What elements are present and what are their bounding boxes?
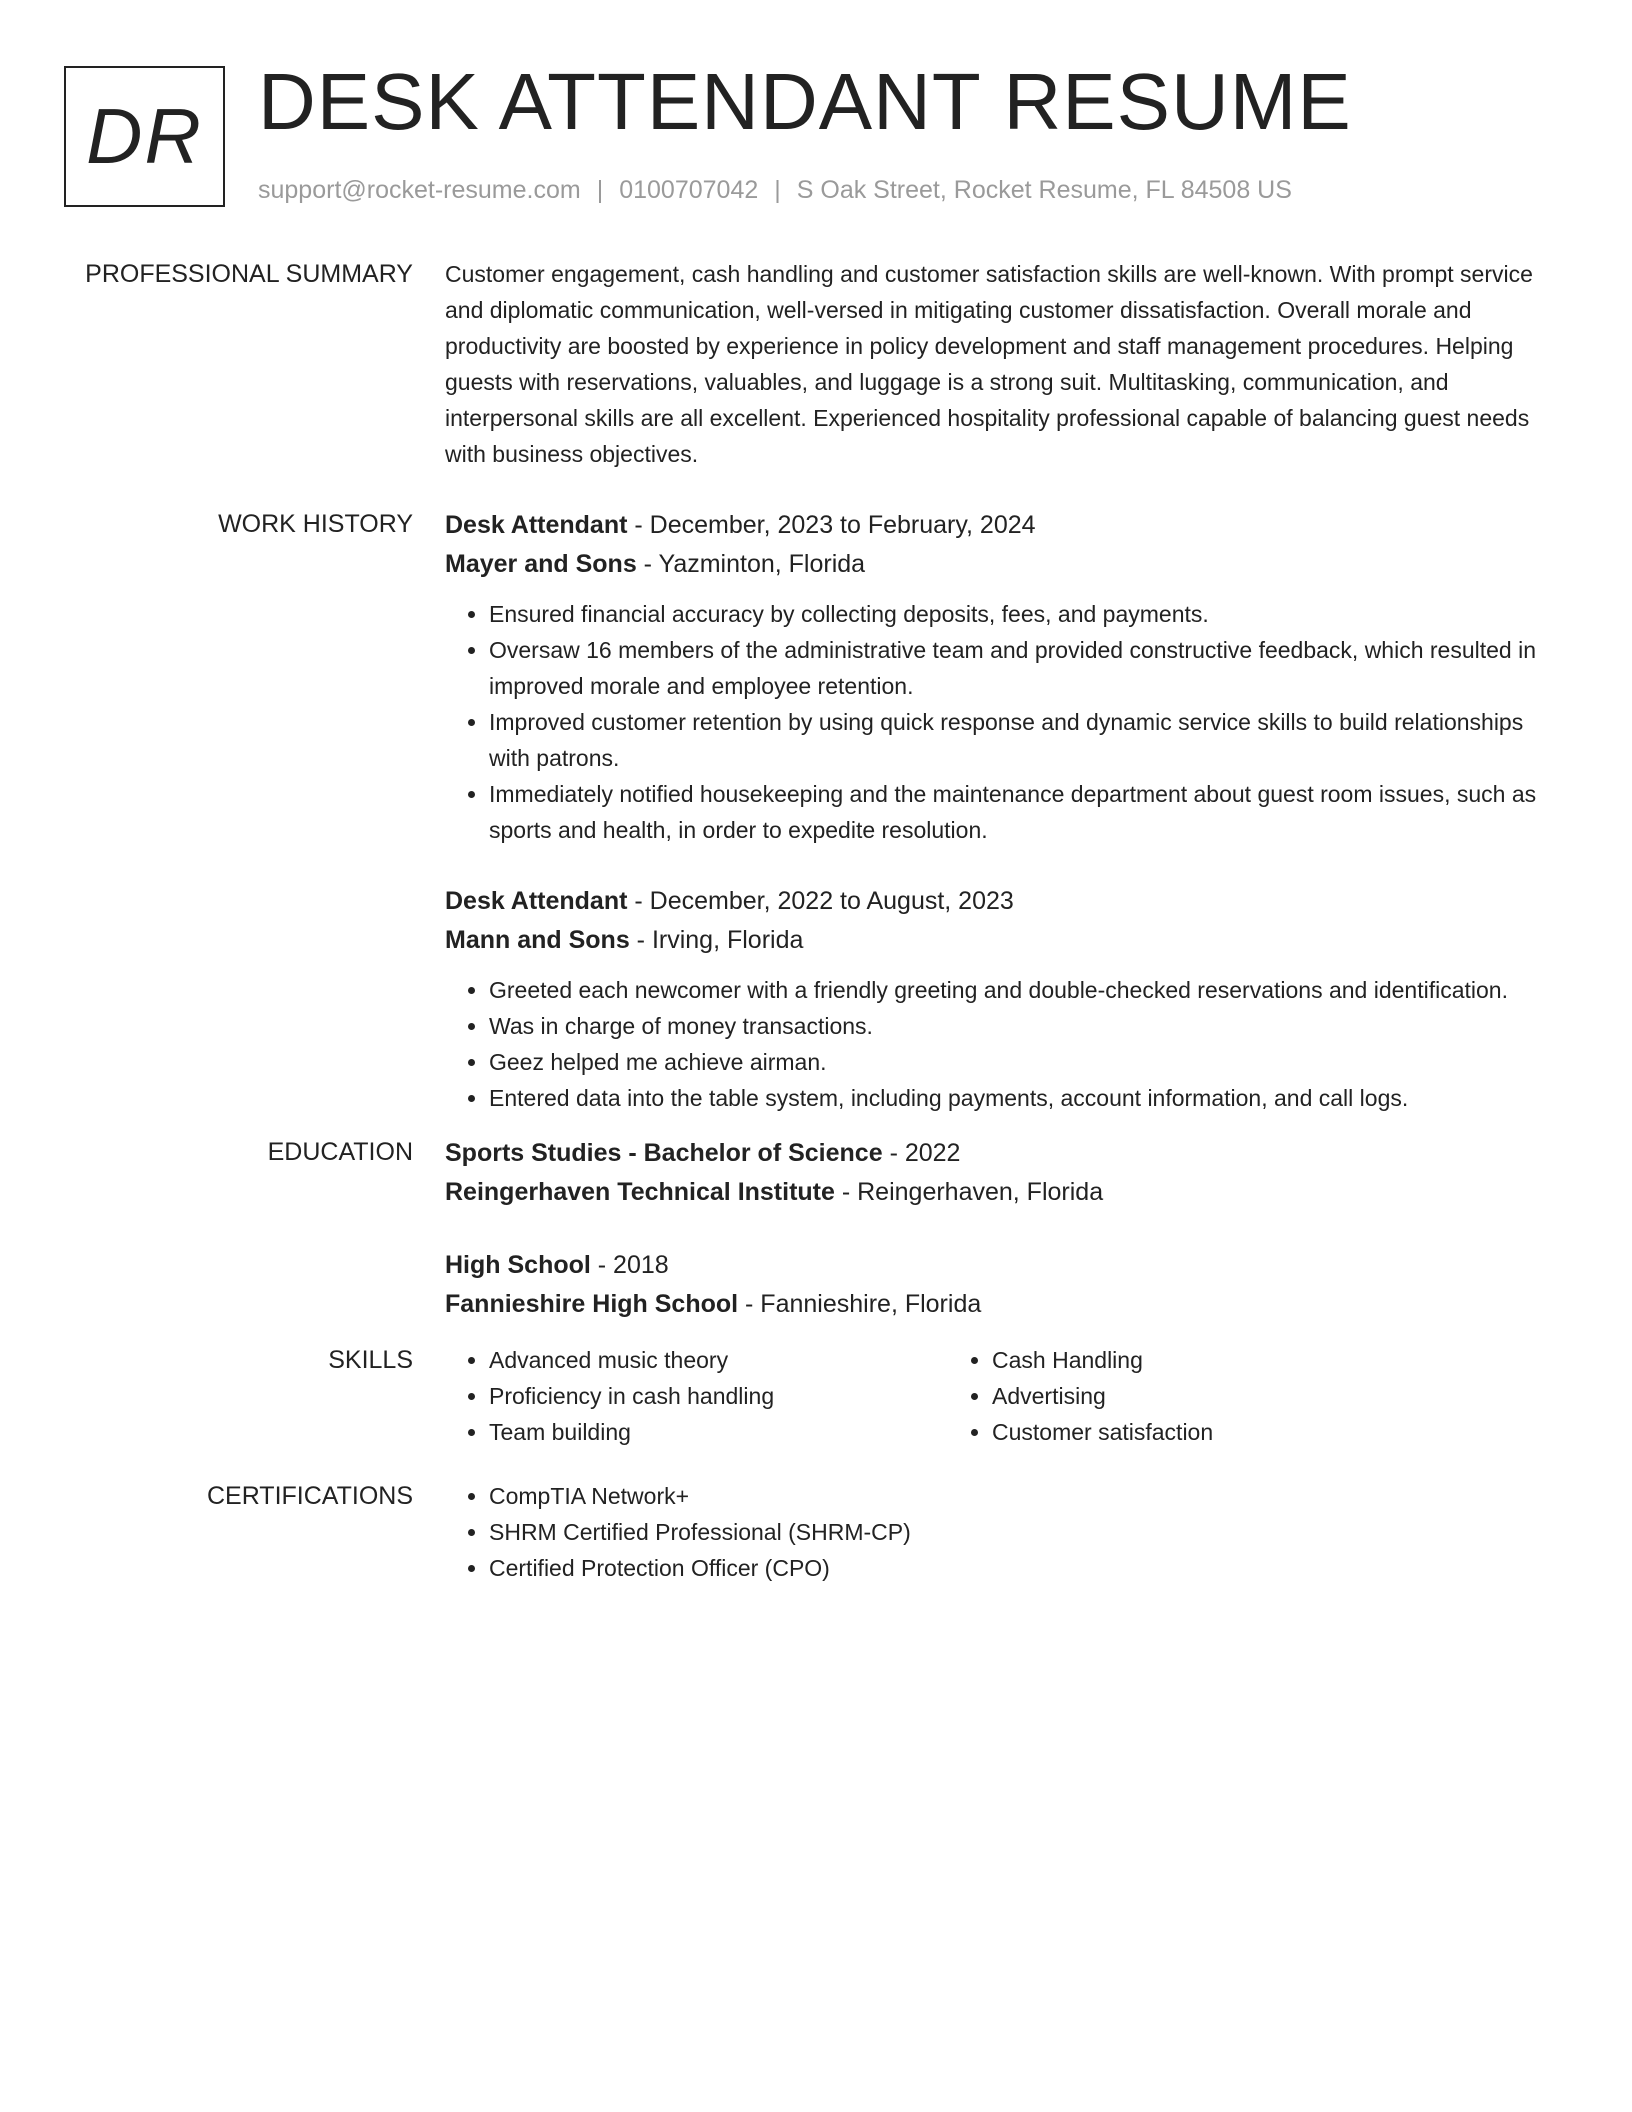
job-location: - Yazminton, Florida xyxy=(636,550,866,578)
section-education xyxy=(0,1134,1632,1324)
section-label: PROFESSIONAL SUMMARY xyxy=(85,260,413,288)
list-item: • Was in charge of money transactions. xyxy=(489,1008,1560,1044)
list-item: • Geez helped me achieve airman. xyxy=(489,1044,1560,1080)
education-year: - 2018 xyxy=(590,1251,669,1279)
skill-item: • Advanced music theory xyxy=(489,1342,948,1378)
job-title-line xyxy=(445,506,1560,545)
contact-phone[interactable]: 0100707042 xyxy=(619,176,759,204)
section-body xyxy=(445,1134,1560,1324)
contact-address: S Oak Street, Rocket Resume, FL 84508 US xyxy=(796,176,1292,204)
list-item: • Immediately notified housekeeping and the maintenance department about guest room issues, such as sports and health, in order to expedite resolution. xyxy=(489,776,1560,848)
contact-separator: | xyxy=(596,176,604,204)
skill-item: • Team building xyxy=(489,1414,948,1450)
job-bullets xyxy=(445,596,1560,848)
skill-item: • Cash Handling xyxy=(992,1342,1451,1378)
job-company: Mayer and Sons xyxy=(445,550,637,578)
section-body xyxy=(445,1342,1560,1450)
certification-item: • CompTIA Network+ xyxy=(489,1478,1560,1514)
job-entry xyxy=(445,882,1560,1116)
job-entry xyxy=(445,506,1560,848)
contact-email[interactable]: support@rocket-resume.com xyxy=(258,176,581,204)
job-company: Mann and Sons xyxy=(445,926,630,954)
list-item: • Greeted each newcomer with a friendly greeting and double-checked reservations and identification. xyxy=(489,972,1560,1008)
section-label: CERTIFICATIONS xyxy=(206,1482,413,1510)
section-body xyxy=(445,506,1560,1116)
education-school-line xyxy=(445,1285,1560,1324)
certifications-list xyxy=(445,1478,1560,1586)
skills-column-right xyxy=(948,1342,1451,1450)
list-item: • Oversaw 16 members of the administrative team and provided constructive feedback, which resulted in improved morale and employee retention. xyxy=(489,632,1560,704)
summary-text: Customer engagement, cash handling and customer satisfaction skills are well-known. With prompt service and diplomatic communication, well-versed in mitigating customer dissatisfaction. Overall morale and productivity are boosted by experience in policy development and staff management procedures. Helping guests with reservations, valuables, and luggage is a strong suit. Multitasking, communication, and interpersonal skills are all excellent. Experienced hospitality professional capable of balancing guest needs with business objectives. xyxy=(445,261,1533,467)
education-location: - Reingerhaven, Florida xyxy=(834,1178,1104,1206)
education-degree-line xyxy=(445,1134,1560,1173)
section-label: EDUCATION xyxy=(267,1138,413,1166)
job-company-line xyxy=(445,921,1560,960)
job-title: Desk Attendant xyxy=(445,887,628,915)
skills-column-left xyxy=(445,1342,948,1450)
resume-content xyxy=(0,256,1632,1586)
section-skills xyxy=(0,1342,1632,1450)
section-body xyxy=(445,256,1560,472)
page-title: DESK ATTENDANT RESUME xyxy=(258,57,1352,146)
job-bullets xyxy=(445,972,1560,1116)
contact-line xyxy=(258,172,1292,208)
contact-separator: | xyxy=(774,176,781,204)
education-school: Reingerhaven Technical Institute xyxy=(445,1178,835,1206)
section-work-history xyxy=(0,506,1632,1116)
education-school-line xyxy=(445,1173,1560,1212)
monogram-box xyxy=(64,66,225,207)
skill-item: • Proficiency in cash handling xyxy=(489,1378,948,1414)
job-company-line xyxy=(445,545,1560,584)
education-degree: High School xyxy=(445,1251,591,1279)
job-location: - Irving, Florida xyxy=(629,926,804,954)
list-item: • Ensured financial accuracy by collecting deposits, fees, and payments. xyxy=(489,596,1560,632)
job-title-line xyxy=(445,882,1560,921)
section-body xyxy=(445,1478,1560,1586)
education-degree-line xyxy=(445,1246,1560,1285)
job-title: Desk Attendant xyxy=(445,511,628,539)
certification-item: • SHRM Certified Professional (SHRM-CP) xyxy=(489,1514,1560,1550)
skill-item: • Advertising xyxy=(992,1378,1451,1414)
skills-grid xyxy=(445,1342,1560,1450)
certification-item: • Certified Protection Officer (CPO) xyxy=(489,1550,1560,1586)
education-location: - Fannieshire, Florida xyxy=(738,1290,982,1318)
education-year: - 2022 xyxy=(882,1139,961,1167)
list-item: • Improved customer retention by using quick response and dynamic service skills to build relationships with patrons. xyxy=(489,704,1560,776)
job-dates: - December, 2023 to February, 2024 xyxy=(627,511,1036,539)
education-entry xyxy=(445,1246,1560,1324)
education-degree: Sports Studies - Bachelor of Science xyxy=(445,1139,883,1167)
education-entry xyxy=(445,1134,1560,1212)
job-dates: - December, 2022 to August, 2023 xyxy=(627,887,1014,915)
section-professional-summary xyxy=(0,256,1632,472)
section-label: SKILLS xyxy=(328,1346,413,1374)
monogram-initials: DR xyxy=(86,92,203,180)
section-label: WORK HISTORY xyxy=(218,510,413,538)
section-certifications xyxy=(0,1478,1632,1586)
skill-item: • Customer satisfaction xyxy=(992,1414,1451,1450)
education-school: Fannieshire High School xyxy=(445,1290,739,1318)
list-item: • Entered data into the table system, including payments, account information, and call logs. xyxy=(489,1080,1560,1116)
